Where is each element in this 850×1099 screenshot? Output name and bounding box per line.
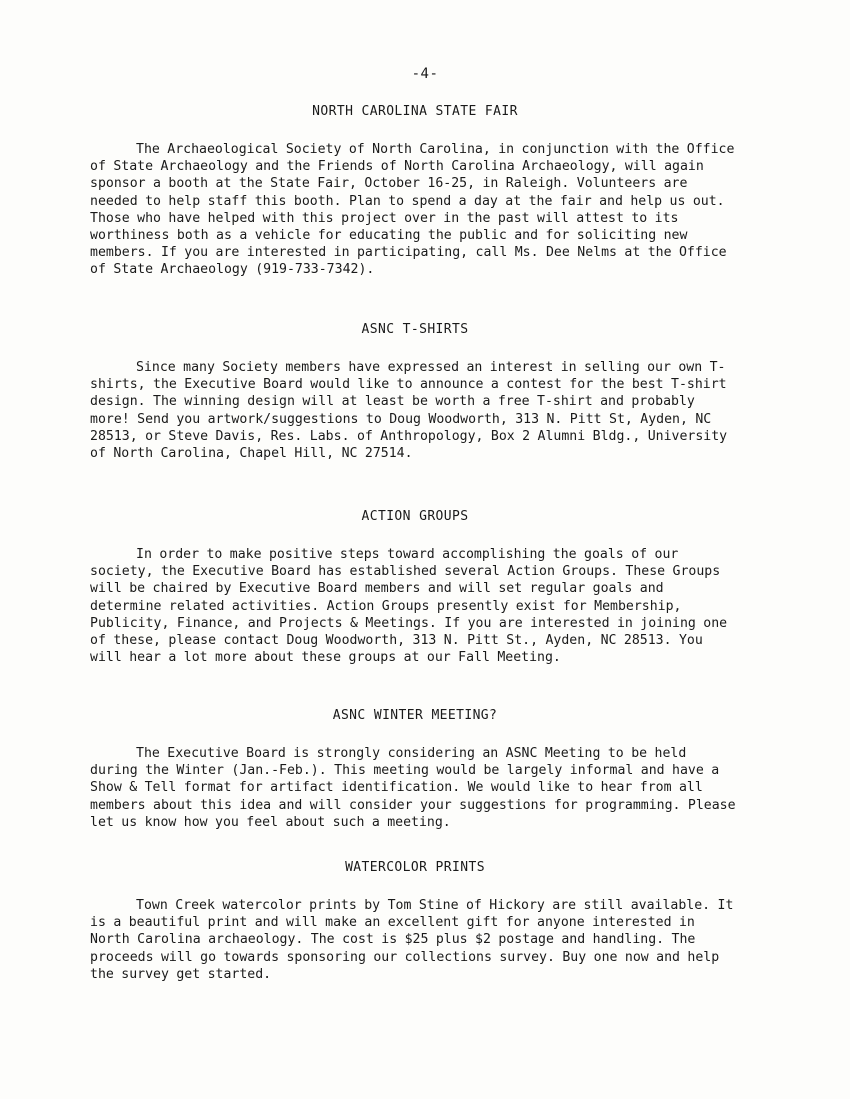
section-watercolor-prints bbox=[90, 860, 740, 983]
section-title: ASNC WINTER MEETING? bbox=[332, 708, 498, 723]
section-t-shirts bbox=[90, 322, 740, 462]
section-title: ACTION GROUPS bbox=[361, 509, 469, 524]
section-body: The Archaeological Society of North Carolina, in conjunction with the Office of State Archaeology and the Friends of North Carolina Archaeology, will again sponsor a booth at the State Fair, October 16-25, in Raleigh. Volunteers are needed to help staff this booth. Plan to spend a day at the fair and help us out. Those who have helped with this project over in the past will attest to its worthiness both as a vehicle for educating the public and for soliciting new members. If you are interested in participating, call Ms. Dee Nelms at the Office of State Archaeology (919-733-7342). bbox=[90, 142, 735, 278]
section-title: WATERCOLOR PRINTS bbox=[345, 860, 485, 875]
section-body: Town Creek watercolor prints by Tom Stine of Hickory are still available. It is a beautiful print and will make an excellent gift for anyone interested in North Carolina archaeology. The cost is $25 plus $2 postage and handling. The proceeds will go towards sponsoring our collections survey. Buy one now and help the survey get started. bbox=[90, 898, 734, 982]
section-action-groups bbox=[90, 509, 740, 666]
section-state-fair bbox=[90, 104, 740, 279]
page-number: -4- bbox=[411, 66, 439, 82]
section-winter-meeting bbox=[90, 708, 740, 831]
section-body: The Executive Board is strongly considering an ASNC Meeting to be held during the Winter (Jan.-Feb.). This meeting would be largely informal and have a Show & Tell format for artifact identification. We would like to hear from all members about this idea and will consider your suggestions for programming. Please let us know how you feel about such a meeting. bbox=[90, 746, 736, 830]
section-title: NORTH CAROLINA STATE FAIR bbox=[312, 104, 518, 119]
section-body: In order to make positive steps toward accomplishing the goals of our society, the Executive Board has established several Action Groups. These Groups will be chaired by Executive Board members and will set regular goals and determine related activities. Action Groups presently exist for Membership, Publicity, Finance, and Projects & Meetings. If you are interested in joining one of these, please contact Doug Woodworth, 313 N. Pitt St., Ayden, NC 28513. You will hear a lot more about these groups at our Fall Meeting. bbox=[90, 547, 728, 666]
section-body: Since many Society members have expressed an interest in selling our own T-shirts, the Executive Board would like to announce a contest for the best T-shirt design. The winning design will at least be worth a free T-shirt and probably more! Send you artwork/suggestions to Doug Woodworth, 313 N. Pitt St, Ayden, NC 28513, or Steve Davis, Res. Labs. of Anthropology, Box 2 Alumni Bldg., University of North Carolina, Chapel Hill, NC 27514. bbox=[90, 360, 728, 462]
section-title: ASNC T-SHIRTS bbox=[361, 322, 469, 337]
